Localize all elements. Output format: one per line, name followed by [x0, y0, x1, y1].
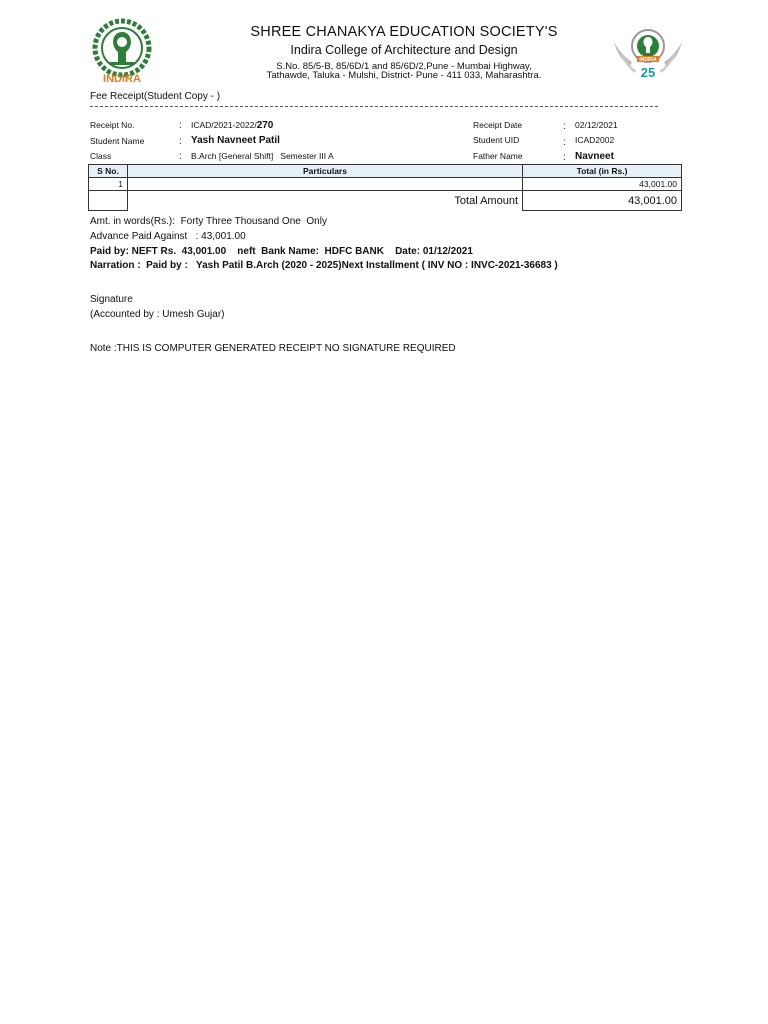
total-row	[89, 191, 682, 211]
colon: :	[563, 121, 566, 132]
college-name: Indira College of Architecture and Design	[290, 43, 518, 57]
cell-empty	[89, 191, 128, 211]
cell-total: 43,001.00	[523, 178, 682, 191]
narration: Narration : Paid by : Yash Patil B.Arch (2020 - 2025)Next Installment ( INV NO : INVC-2021-36683 )	[90, 260, 558, 271]
logo-right-number: 25	[640, 65, 656, 80]
logo-right-text: INDIRA	[639, 57, 657, 63]
col-header-total: Total (in Rs.)	[523, 165, 682, 178]
colon: :	[179, 136, 182, 147]
student-uid-value: ICAD2002	[575, 135, 615, 145]
col-header-sno: S No.	[89, 165, 128, 178]
student-name-label: Student Name	[90, 136, 145, 146]
logo-left-text: INDIRA	[103, 73, 141, 85]
amount-in-words: Amt. in words(Rs.): Forty Three Thousand One Only	[90, 216, 327, 227]
colon: :	[179, 151, 182, 162]
colon: :	[563, 152, 566, 163]
dashed-divider	[90, 106, 658, 107]
col-header-particulars: Particulars	[128, 165, 523, 178]
signature-label: Signature	[90, 294, 133, 305]
receipt-no-number: 270	[256, 120, 274, 131]
paid-by: Paid by: NEFT Rs. 43,001.00 neft Bank Name: HDFC BANK Date: 01/12/2021	[90, 246, 473, 257]
cell-sno: 1	[89, 178, 128, 191]
receipt-date-value: 02/12/2021	[575, 120, 618, 130]
receipt-date-label: Receipt Date	[473, 120, 523, 130]
cell-particulars	[128, 178, 523, 191]
colon: :	[179, 120, 182, 131]
advance-paid: Advance Paid Against : 43,001.00	[90, 231, 246, 242]
computer-generated-note: Note :THIS IS COMPUTER GENERATED RECEIPT NO SIGNATURE REQUIRED	[90, 343, 456, 354]
address-line-1: S.No. 85/5-B, 85/6D/1 and 85/6D/2,Pune - Mumbai Highway,	[276, 61, 532, 72]
father-name-label: Father Name	[473, 151, 523, 161]
table-row	[89, 178, 682, 191]
class-value: B.Arch [General Shift] Semester III A	[191, 151, 334, 161]
receipt-no-prefix: ICAD/2021-2022/	[191, 120, 257, 130]
accounted-by: (Accounted by : Umesh Gujar)	[90, 309, 225, 320]
receipt-no-label: Receipt No.	[90, 120, 135, 130]
receipt-type: Fee Receipt(Student Copy - )	[90, 91, 221, 102]
class-label: Class	[90, 151, 112, 161]
total-amount-value: 43,001.00	[523, 191, 682, 211]
total-amount-label: Total Amount	[128, 191, 523, 211]
fee-items-table	[88, 164, 682, 211]
receipt-no-value	[191, 120, 273, 131]
student-name-value: Yash Navneet Patil	[191, 135, 280, 146]
society-name: SHREE CHANAKYA EDUCATION SOCIETY'S	[250, 24, 558, 40]
student-uid-label: Student UID	[473, 135, 520, 145]
father-name-value: Navneet	[575, 151, 614, 162]
indira-logo-left-icon	[86, 18, 158, 86]
address-line-2: Tathawde, Taluka - Mulshi, District- Pune - 411 033, Maharashtra.	[266, 70, 542, 81]
colon: :	[563, 137, 566, 148]
